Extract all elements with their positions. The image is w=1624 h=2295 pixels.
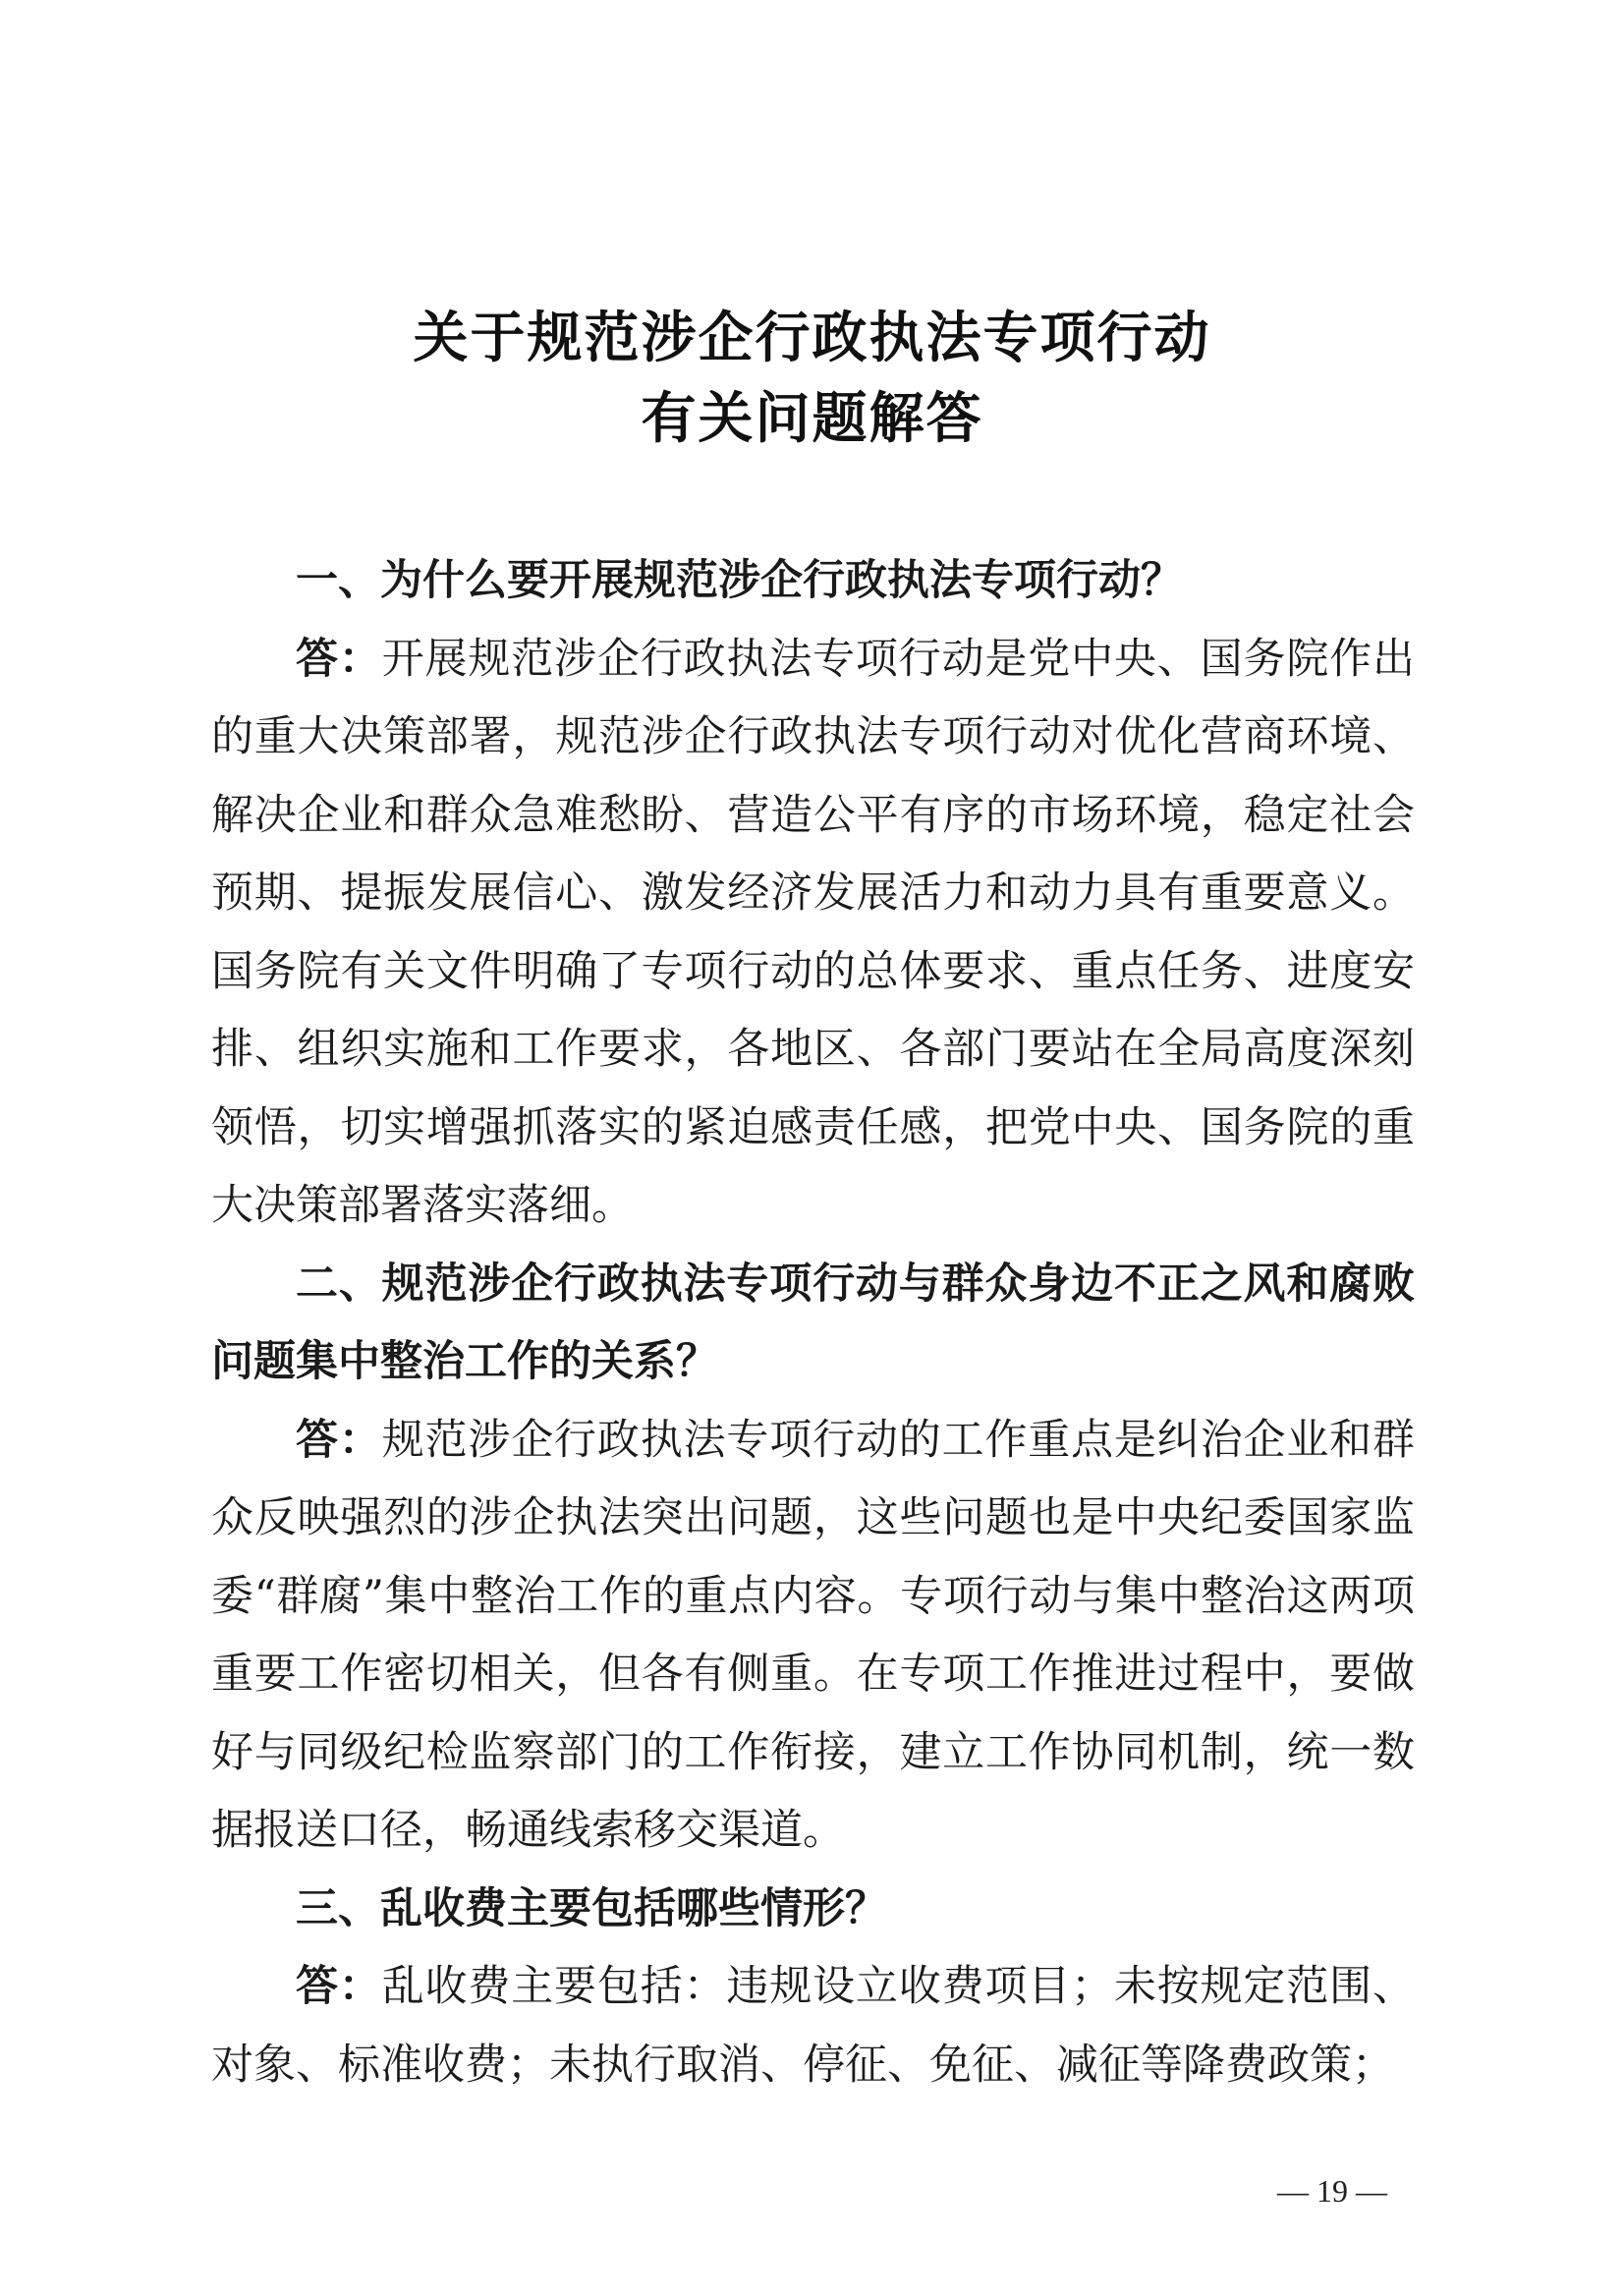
- section-1-heading: 一、为什么要开展规范涉企行政执法专项行动？: [296, 556, 1183, 605]
- section-2-answer-text: 规范涉企行政执法专项行动的工作重点是纠治企业和群众反映强烈的涉企执法突出问题，这些问题也是中央纪委国家监委“群腐”集中整治工作的重点内容。专项行动与集中整治这两项重要工作密切相关，但各有侧重。在专项工作推进过程中，要做好与同级纪检监察部门的工作衔接，建立工作协同机制，统一数据报送口径，畅通线索移交渠道。: [211, 1415, 1416, 1855]
- section-2-answer-label: 答：: [296, 1415, 382, 1465]
- section-1-answer: [211, 621, 1415, 1246]
- section-3-answer-label: 答：: [296, 1962, 382, 2011]
- section-3-answer-text: 乱收费主要包括：违规设立收费项目；未按规定范围、对象、标准收费；未执行取消、停征、免征、减征等降费政策；: [211, 1962, 1416, 2090]
- section-3-answer: [211, 1948, 1415, 2104]
- document-body: [211, 542, 1415, 2104]
- section-2-heading: 二、规范涉企行政执法专项行动与群众身边不正之风和腐败问题集中整治工作的关系？: [211, 1259, 1415, 1386]
- section-3-heading: 三、乱收费主要包括哪些情形？: [296, 1883, 887, 1933]
- section-1-answer-label: 答：: [296, 634, 382, 684]
- page-number: — 19 —: [1277, 2173, 1387, 2209]
- section-2-answer: [211, 1402, 1415, 1871]
- document-title-line-2: 有关问题解答: [641, 387, 983, 451]
- section-1-answer-text: 开展规范涉企行政执法专项行动是党中央、国务院作出的重大决策部署，规范涉企行政执法专项行动对优化营商环境、解决企业和群众急难愁盼、营造公平有序的市场环境，稳定社会预期、提振发展信心、激发经济发展活力和动力具有重要意义。国务院有关文件明确了专项行动的总体要求、重点任务、进度安排、组织实施和工作要求，各地区、各部门要站在全局高度深刻领悟，切实增强抓落实的紧迫感责任感，把党中央、国务院的重大决策部署落实落细。: [211, 634, 1416, 1230]
- document-title-line-1: 关于规范涉企行政执法专项行动: [413, 307, 1211, 370]
